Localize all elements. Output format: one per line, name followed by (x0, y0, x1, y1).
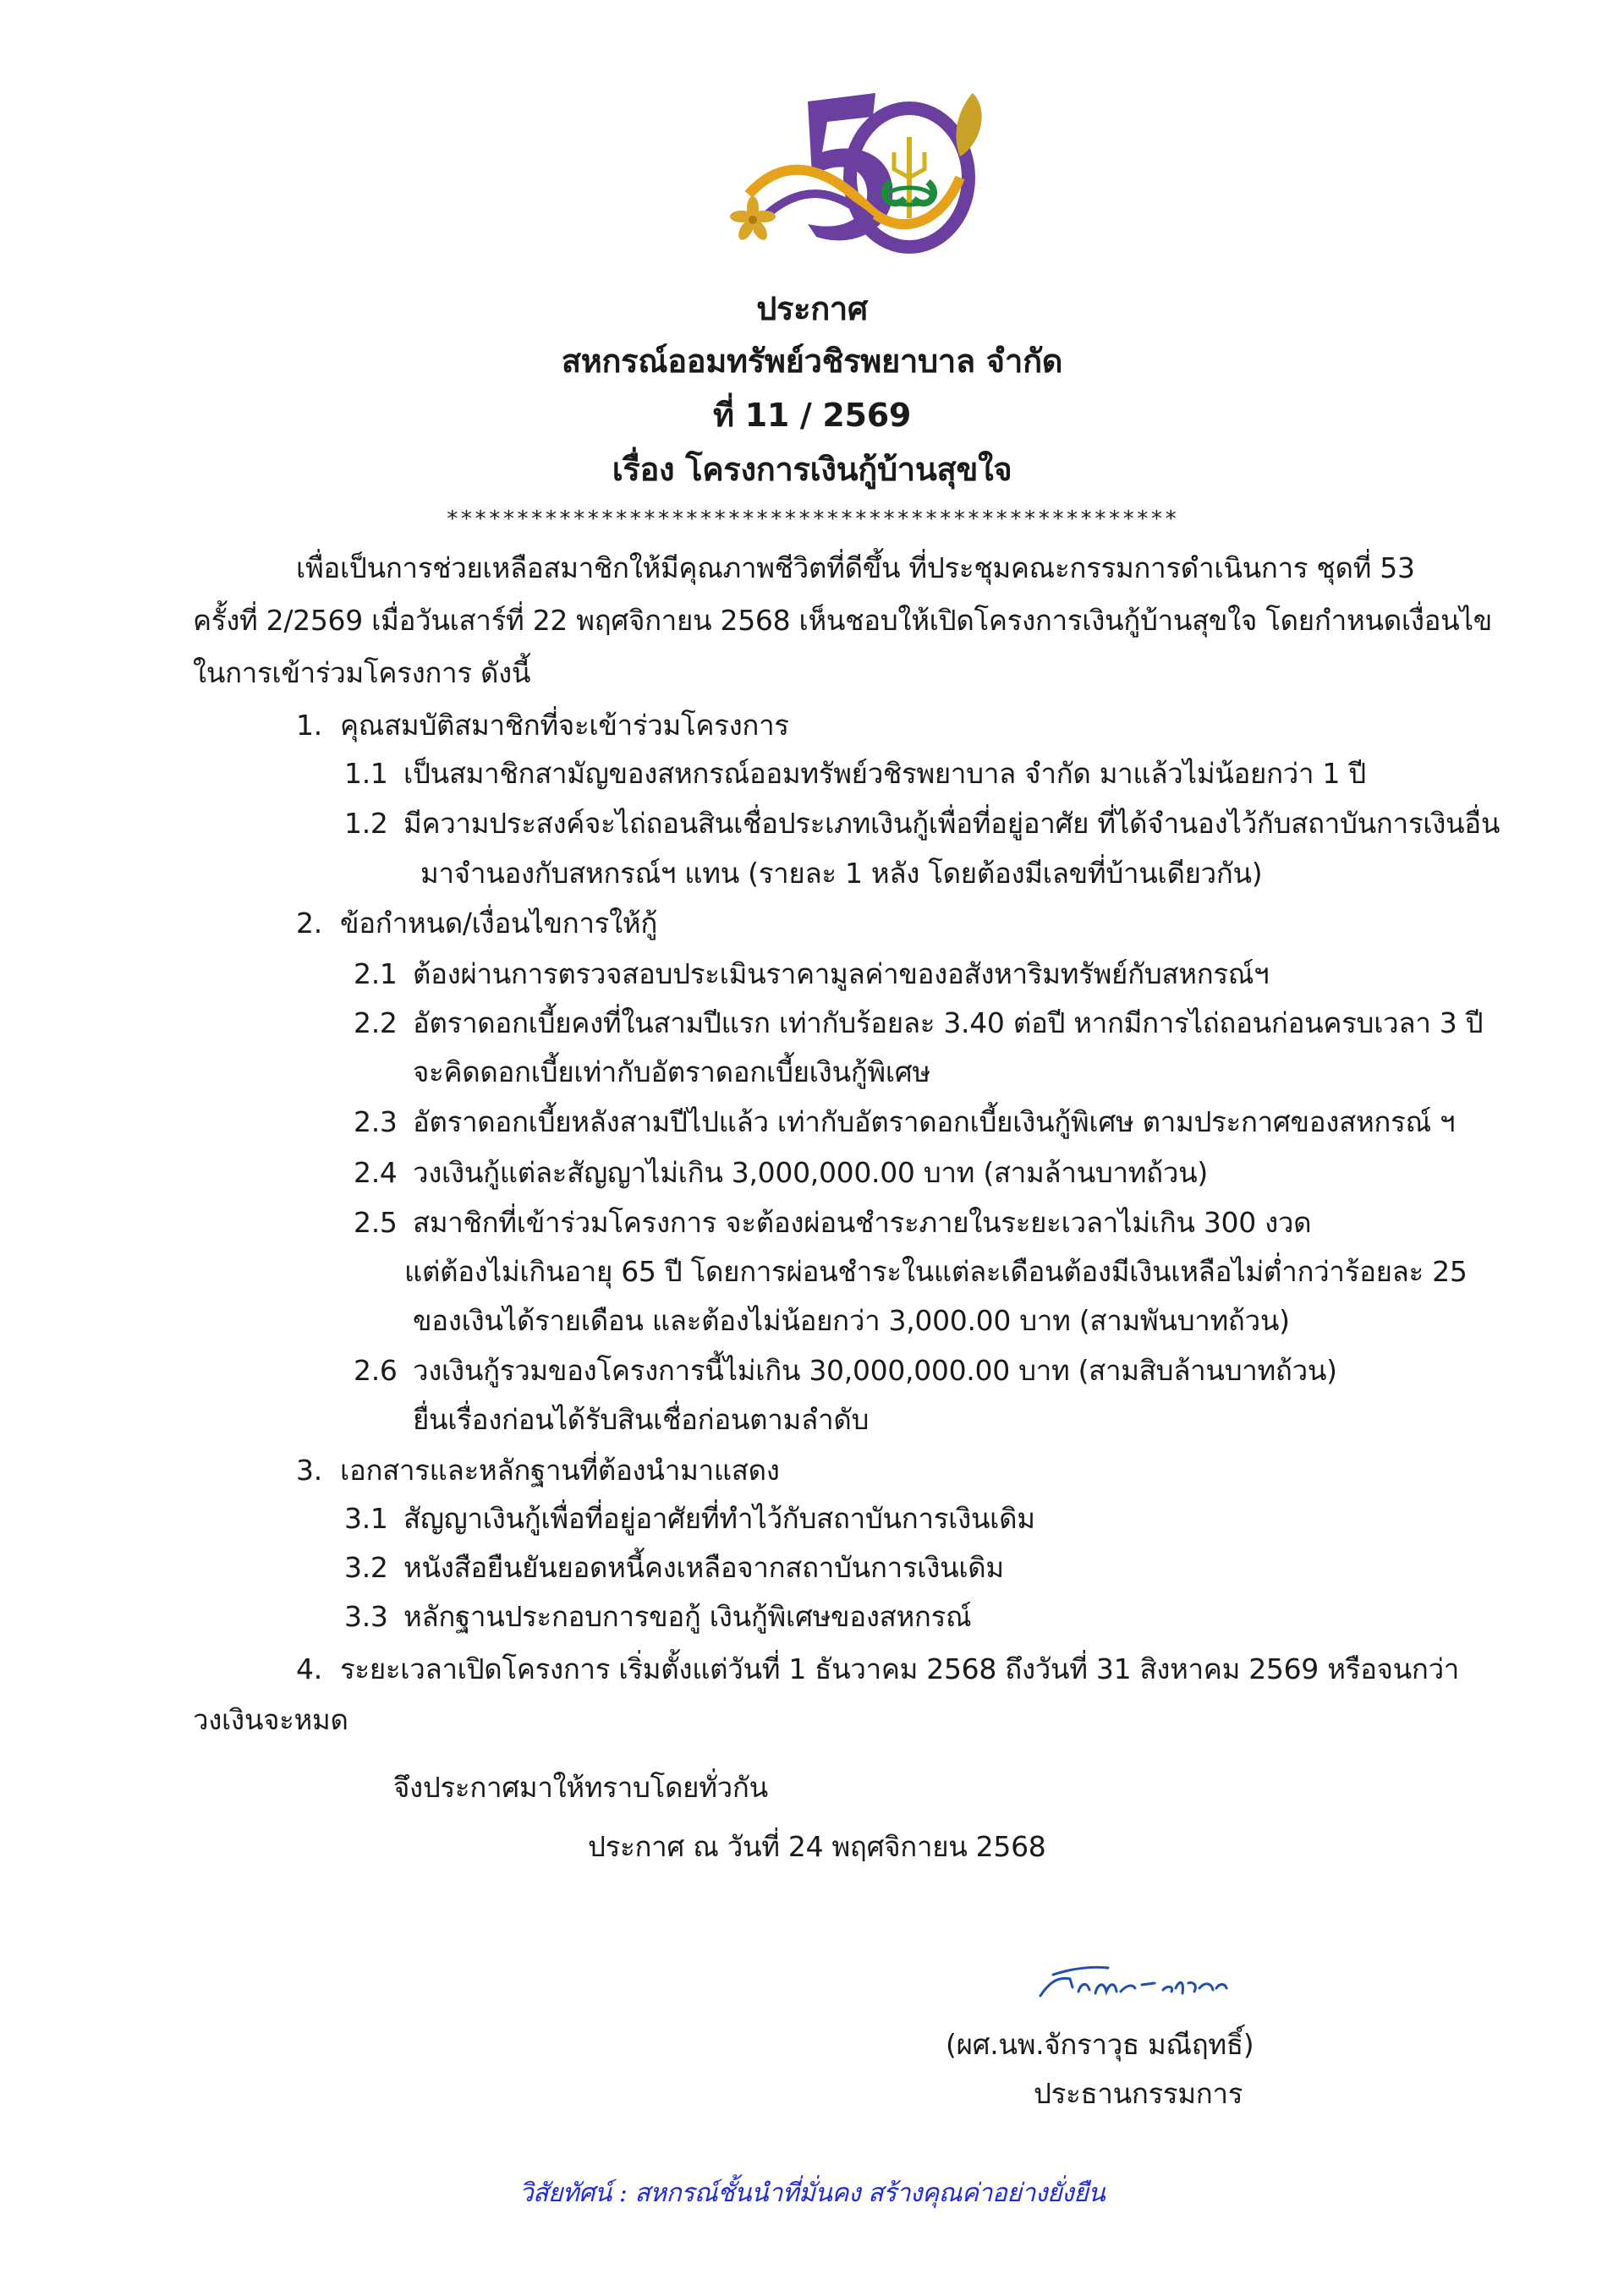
announcement-title: ประกาศ (756, 290, 868, 327)
signature (1032, 1958, 1252, 2008)
item-2-5-continuation-1: แต่ต้องไม่เกินอายุ 65 ปี โดยการผ่อนชำระในแต่ละเดือนต้องมีเงินเหลือไม่ต่ำกว่าร้อยละ 25 (404, 1255, 1468, 1288)
item-2-6-continuation: ยื่นเรื่องก่อนได้รับสินเชื่อก่อนตามลำดับ (413, 1403, 870, 1436)
item-1-1: 1.1 เป็นสมาชิกสามัญของสหกรณ์ออมทรัพย์วชิรพยาบาล จำกัด มาแล้วไม่น้อยกว่า 1 ปี (344, 757, 1366, 790)
organization-name: สหกรณ์ออมทรัพย์วชิรพยาบาล จำกัด (561, 342, 1063, 380)
item-2-5-continuation-2: ของเงินได้รายเดือน และต้องไม่น้อยกว่า 3,000.00 บาท (สามพันบาทถ้วน) (413, 1304, 1290, 1337)
intro-line-3: ในการเข้าร่วมโครงการ ดังนี้ (193, 656, 531, 689)
logo-graphic-icon (727, 68, 998, 288)
intro-line-2: ครั้งที่ 2/2569 เมื่อวันเสาร์ที่ 22 พฤศจิกายน 2568 เห็นชอบให้เปิดโครงการเงินกู้บ้านสุขใจ โดยกำหนดเงื่อนไข (193, 604, 1492, 637)
item-3-2: 3.2 หนังสือยืนยันยอดหนี้คงเหลือจากสถาบันการเงินเดิม (344, 1551, 1004, 1584)
item-1-2: 1.2 มีความประสงค์จะไถ่ถอนสินเชื่อประเภทเงินกู้เพื่อที่อยู่อาศัย ที่ได้จำนองไว้กับสถาบันการเงินอื่น (344, 807, 1501, 840)
item-2-6: 2.6 วงเงินกู้รวมของโครงการนี้ไม่เกิน 30,000,000.00 บาท (สามสิบล้านบาทถ้วน) (354, 1354, 1337, 1387)
item-1-2-continuation: มาจำนองกับสหกรณ์ฯ แทน (รายละ 1 หลัง โดยต้องมีเลขที่บ้านเดียวกัน) (420, 857, 1263, 890)
item-2-3: 2.3 อัตราดอกเบี้ยหลังสามปีไปแล้ว เท่ากับอัตราดอกเบี้ยเงินกู้พิเศษ ตามประกาศของสหกรณ์ ฯ (354, 1105, 1456, 1138)
section-3-heading: 3. เอกสารและหลักฐานที่ต้องนำมาแสดง (296, 1454, 780, 1487)
item-2-2: 2.2 อัตราดอกเบี้ยคงที่ในสามปีแรก เท่ากับร้อยละ 3.40 ต่อปี หากมีการไถ่ถอนก่อนครบเวลา 3 ปี (354, 1006, 1484, 1039)
announcement-number: ที่ 11 / 2569 (713, 397, 911, 434)
section-1-heading: 1. คุณสมบัติสมาชิกที่จะเข้าร่วมโครงการ (296, 709, 789, 742)
handwritten-signature-icon (1032, 1958, 1252, 2008)
closing-announcement: จึงประกาศมาให้ทราบโดยทั่วกัน (393, 1771, 768, 1804)
cooperative-50th-anniversary-logo (727, 68, 998, 288)
announcement-subject: เรื่อง โครงการเงินกู้บ้านสุขใจ (612, 451, 1012, 488)
announcement-date: ประกาศ ณ วันที่ 24 พฤศจิกายน 2568 (588, 1830, 1046, 1863)
item-2-5: 2.5 สมาชิกที่เข้าร่วมโครงการ จะต้องผ่อนชำระภายในระยะเวลาไม่เกิน 300 งวด (354, 1206, 1312, 1239)
vision-footer: วิสัยทัศน์ : สหกรณ์ชั้นนำที่มั่นคง สร้างคุณค่าอย่างยั่งยืน (518, 2178, 1106, 2208)
intro-line-1: เพื่อเป็นการช่วยเหลือสมาชิกให้มีคุณภาพชีวิตที่ดีขึ้น ที่ประชุมคณะกรรมการดำเนินการ ชุดที่ 53 (296, 551, 1415, 584)
signatory-position: ประธานกรรมการ (1034, 2077, 1243, 2110)
divider-asterisks: **************************************************** (446, 507, 1178, 532)
item-3-1: 3.1 สัญญาเงินกู้เพื่อที่อยู่อาศัยที่ทำไว้กับสถาบันการเงินเดิม (344, 1502, 1035, 1535)
section-4-continuation: วงเงินจะหมด (193, 1703, 348, 1736)
item-2-2-continuation: จะคิดดอกเบี้ยเท่ากับอัตราดอกเบี้ยเงินกู้พิเศษ (413, 1055, 930, 1088)
item-2-4: 2.4 วงเงินกู้แต่ละสัญญาไม่เกิน 3,000,000.00 บาท (สามล้านบาทถ้วน) (354, 1156, 1208, 1189)
section-2-heading: 2. ข้อกำหนด/เงื่อนไขการให้กู้ (296, 907, 658, 940)
signatory-name: (ผศ.นพ.จักราวุธ มณีฤทธิ์) (946, 2028, 1254, 2061)
item-2-1: 2.1 ต้องผ่านการตรวจสอบประเมินราคามูลค่าของอสังหาริมทรัพย์กับสหกรณ์ฯ (354, 957, 1270, 990)
section-4-heading: 4. ระยะเวลาเปิดโครงการ เริ่มตั้งแต่วันที่ 1 ธันวาคม 2568 ถึงวันที่ 31 สิงหาคม 2569 หรือจนกว่า (296, 1652, 1460, 1685)
item-3-3: 3.3 หลักฐานประกอบการขอกู้ เงินกู้พิเศษของสหกรณ์ (344, 1600, 972, 1633)
